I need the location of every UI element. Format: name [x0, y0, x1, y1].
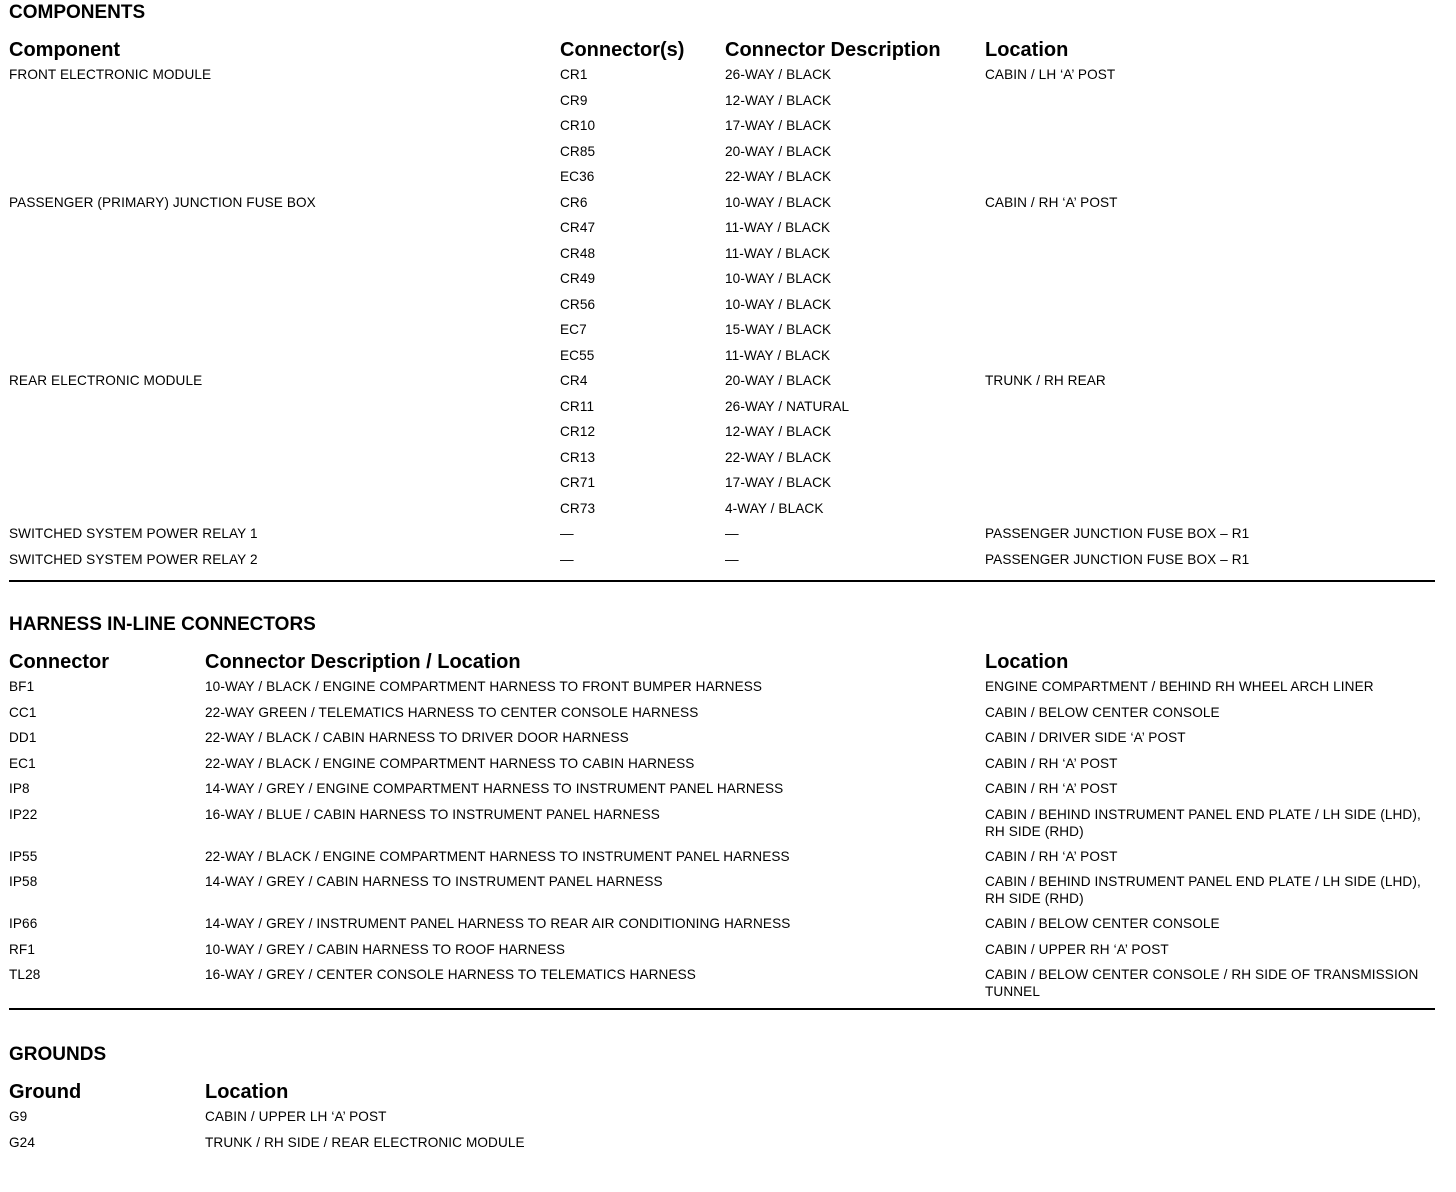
table-row [9, 292, 1435, 318]
table-cell: 26-WAY / BLACK [725, 67, 832, 82]
table-row [9, 725, 1435, 751]
components-header-row [9, 26, 1435, 62]
grounds-header-row [9, 1068, 1435, 1104]
table-cell: 16-WAY / BLUE / CABIN HARNESS TO INSTRUMENT PANEL HARNESS [205, 806, 660, 822]
table-cell: FRONT ELECTRONIC MODULE [9, 67, 212, 82]
table-cell: CR49 [560, 271, 596, 286]
table-cell: CABIN / BELOW CENTER CONSOLE / RH SIDE OF TRANSMISSION TUNNEL [985, 967, 1419, 999]
table-cell [9, 317, 560, 343]
table-cell: REAR ELECTRONIC MODULE [9, 373, 203, 388]
table-cell: G24 [9, 1134, 35, 1150]
table-row [9, 751, 1435, 777]
table-row [9, 470, 1435, 496]
table-cell [985, 394, 1435, 420]
table-cell: CABIN / BELOW CENTER CONSOLE [985, 916, 1220, 931]
table-cell: IP55 [9, 848, 38, 864]
table-cell: 22-WAY / BLACK / ENGINE COMPARTMENT HARNESS TO INSTRUMENT PANEL HARNESS [205, 848, 790, 864]
column-header-location: Location [205, 1081, 289, 1103]
table-cell: 11-WAY / BLACK [725, 347, 831, 363]
table-cell [985, 470, 1435, 496]
table-cell [985, 164, 1435, 190]
table-cell [9, 215, 560, 241]
table-row [9, 317, 1435, 343]
table-cell: 12-WAY / BLACK [725, 424, 832, 439]
table-cell [9, 394, 560, 420]
table-cell: IP22 [9, 806, 38, 822]
table-cell: 22-WAY / BLACK / CABIN HARNESS TO DRIVER DOOR HARNESS [205, 730, 629, 745]
table-row [9, 962, 1435, 1004]
table-row [9, 937, 1435, 963]
table-cell: CABIN / BEHIND INSTRUMENT PANEL END PLATE / LH SIDE (LHD), RH SIDE (RHD) [985, 874, 1421, 906]
table-cell: CR85 [560, 143, 596, 159]
table-row [9, 343, 1435, 369]
table-cell: CABIN / DRIVER SIDE ‘A’ POST [985, 730, 1186, 745]
harness-section [9, 582, 1435, 1004]
table-cell: DD1 [9, 730, 37, 745]
table-cell: CABIN / RH ‘A’ POST [985, 848, 1118, 864]
table-cell: PASSENGER (PRIMARY) JUNCTION FUSE BOX [9, 194, 316, 210]
components-table [9, 26, 1435, 572]
harness-table-body [9, 674, 1435, 1004]
table-cell: — [725, 551, 739, 567]
table-cell [9, 241, 560, 267]
table-cell: 22-WAY / BLACK [725, 169, 832, 184]
table-row [9, 700, 1435, 726]
table-cell: 10-WAY / BLACK [725, 271, 832, 286]
column-header-ground: Ground [9, 1081, 82, 1103]
column-header-location: Location [985, 39, 1069, 61]
table-cell: 14-WAY / GREY / CABIN HARNESS TO INSTRUMENT PANEL HARNESS [205, 874, 663, 889]
table-cell: 22-WAY / BLACK [725, 449, 832, 465]
table-row [9, 674, 1435, 700]
table-row [9, 394, 1435, 420]
table-row [9, 776, 1435, 802]
table-cell: IP8 [9, 781, 30, 796]
components-title: COMPONENTS [9, 2, 146, 23]
table-cell: 17-WAY / BLACK [725, 475, 832, 490]
table-cell: 10-WAY / GREY / CABIN HARNESS TO ROOF HARNESS [205, 941, 566, 957]
table-cell: CR12 [560, 424, 596, 439]
table-cell: — [560, 551, 574, 567]
table-cell: CABIN / RH ‘A’ POST [985, 781, 1118, 796]
table-cell: CR13 [560, 449, 596, 465]
table-row [9, 62, 1435, 88]
table-cell: CR56 [560, 296, 596, 312]
table-cell: TL28 [9, 967, 41, 982]
grounds-section [9, 1010, 1435, 1155]
grounds-table-body [9, 1104, 1435, 1155]
document-page [9, 0, 1435, 1155]
table-row [9, 190, 1435, 216]
table-cell: CR6 [560, 194, 588, 210]
table-cell: CR10 [560, 118, 596, 133]
table-cell: BF1 [9, 679, 35, 694]
table-cell: 20-WAY / BLACK [725, 143, 832, 159]
table-cell: CABIN / BEHIND INSTRUMENT PANEL END PLATE / LH SIDE (LHD), RH SIDE (RHD) [985, 806, 1421, 839]
table-cell [9, 292, 560, 318]
table-cell: 11-WAY / BLACK [725, 220, 831, 235]
table-cell: IP58 [9, 874, 38, 889]
table-cell: CABIN / BELOW CENTER CONSOLE [985, 704, 1220, 720]
table-row [9, 419, 1435, 445]
table-row [9, 802, 1435, 844]
table-cell: ENGINE COMPARTMENT / BEHIND RH WHEEL ARCH LINER [985, 679, 1374, 694]
table-cell: 22-WAY GREEN / TELEMATICS HARNESS TO CENTER CONSOLE HARNESS [205, 704, 699, 720]
table-row [9, 521, 1435, 547]
table-cell: TRUNK / RH REAR [985, 373, 1106, 388]
column-header-connector: Connector [9, 651, 109, 673]
table-cell: 14-WAY / GREY / INSTRUMENT PANEL HARNESS TO REAR AIR CONDITIONING HARNESS [205, 916, 791, 931]
table-cell: 11-WAY / BLACK [725, 245, 831, 261]
table-cell: SWITCHED SYSTEM POWER RELAY 2 [9, 551, 258, 567]
table-cell: 15-WAY / BLACK [725, 322, 832, 337]
table-cell: EC7 [560, 322, 587, 337]
table-row [9, 139, 1435, 165]
table-cell: EC55 [560, 347, 595, 363]
table-cell: CR47 [560, 220, 596, 235]
table-row [9, 164, 1435, 190]
table-cell: 12-WAY / BLACK [725, 92, 832, 108]
table-cell [9, 445, 560, 471]
harness-table [9, 638, 1435, 1004]
table-cell: 26-WAY / NATURAL [725, 398, 850, 414]
table-cell [985, 241, 1435, 267]
harness-title: HARNESS IN-LINE CONNECTORS [9, 614, 316, 635]
table-cell [9, 139, 560, 165]
table-cell [985, 496, 1435, 522]
table-row [9, 368, 1435, 394]
table-cell: TRUNK / RH SIDE / REAR ELECTRONIC MODULE [205, 1134, 525, 1150]
table-cell: CABIN / RH ‘A’ POST [985, 194, 1118, 210]
table-cell: RF1 [9, 941, 35, 957]
table-cell [985, 317, 1435, 343]
table-cell: IP66 [9, 916, 38, 931]
table-row [9, 1130, 1435, 1156]
grounds-title: GROUNDS [9, 1044, 107, 1065]
table-cell [9, 496, 560, 522]
table-row [9, 266, 1435, 292]
table-row [9, 1104, 1435, 1130]
table-cell [985, 419, 1435, 445]
table-cell [985, 215, 1435, 241]
table-cell: CR73 [560, 500, 596, 516]
components-table-body [9, 62, 1435, 572]
column-header-connectors: Connector(s) [560, 39, 685, 61]
table-row [9, 88, 1435, 114]
table-cell: PASSENGER JUNCTION FUSE BOX – R1 [985, 551, 1250, 567]
table-cell [9, 88, 560, 114]
grounds-table [9, 1068, 1435, 1155]
table-row [9, 215, 1435, 241]
table-cell: EC36 [560, 169, 595, 184]
table-cell: SWITCHED SYSTEM POWER RELAY 1 [9, 526, 258, 541]
harness-header-row [9, 638, 1435, 674]
table-cell: G9 [9, 1109, 28, 1124]
table-cell: EC1 [9, 755, 36, 771]
table-cell [985, 343, 1435, 369]
table-cell: CR9 [560, 92, 588, 108]
table-cell: CABIN / RH ‘A’ POST [985, 755, 1118, 771]
column-header-location: Location [985, 651, 1069, 673]
components-section [9, 0, 1435, 572]
table-cell [9, 343, 560, 369]
table-cell: CR4 [560, 373, 588, 388]
table-cell: 14-WAY / GREY / ENGINE COMPARTMENT HARNESS TO INSTRUMENT PANEL HARNESS [205, 781, 784, 796]
table-cell [9, 113, 560, 139]
table-row [9, 844, 1435, 870]
table-cell: — [560, 526, 574, 541]
table-cell: — [725, 526, 739, 541]
table-cell [985, 445, 1435, 471]
table-row [9, 869, 1435, 911]
table-cell: CABIN / UPPER RH ‘A’ POST [985, 941, 1169, 957]
table-cell: CABIN / UPPER LH ‘A’ POST [205, 1109, 387, 1124]
table-row [9, 113, 1435, 139]
table-row [9, 547, 1435, 573]
table-cell: 16-WAY / GREY / CENTER CONSOLE HARNESS TO TELEMATICS HARNESS [205, 967, 696, 982]
table-cell: 10-WAY / BLACK [725, 296, 832, 312]
column-header-component: Component [9, 39, 121, 61]
table-row [9, 241, 1435, 267]
table-cell [9, 470, 560, 496]
table-cell: CR11 [560, 398, 595, 414]
table-cell [985, 88, 1435, 114]
table-cell: CR48 [560, 245, 596, 261]
table-cell: 10-WAY / BLACK / ENGINE COMPARTMENT HARNESS TO FRONT BUMPER HARNESS [205, 679, 763, 694]
table-row [9, 496, 1435, 522]
table-row [9, 445, 1435, 471]
column-header-connector-description: Connector Description [725, 39, 941, 61]
table-cell: CR71 [560, 475, 596, 490]
table-cell: 22-WAY / BLACK / ENGINE COMPARTMENT HARNESS TO CABIN HARNESS [205, 755, 695, 771]
table-cell [9, 266, 560, 292]
table-cell [985, 139, 1435, 165]
table-cell: CC1 [9, 704, 37, 720]
column-header-connector-description-location: Connector Description / Location [205, 651, 521, 673]
table-row [9, 911, 1435, 937]
table-cell: CR1 [560, 67, 588, 82]
table-cell: 20-WAY / BLACK [725, 373, 832, 388]
table-cell [9, 419, 560, 445]
table-cell: 4-WAY / BLACK [725, 500, 824, 516]
table-cell [9, 164, 560, 190]
table-cell: 17-WAY / BLACK [725, 118, 832, 133]
table-cell [985, 292, 1435, 318]
table-cell: 10-WAY / BLACK [725, 194, 832, 210]
table-cell: CABIN / LH ‘A’ POST [985, 67, 1116, 82]
table-cell [985, 113, 1435, 139]
table-cell: PASSENGER JUNCTION FUSE BOX – R1 [985, 526, 1250, 541]
table-cell [985, 266, 1435, 292]
